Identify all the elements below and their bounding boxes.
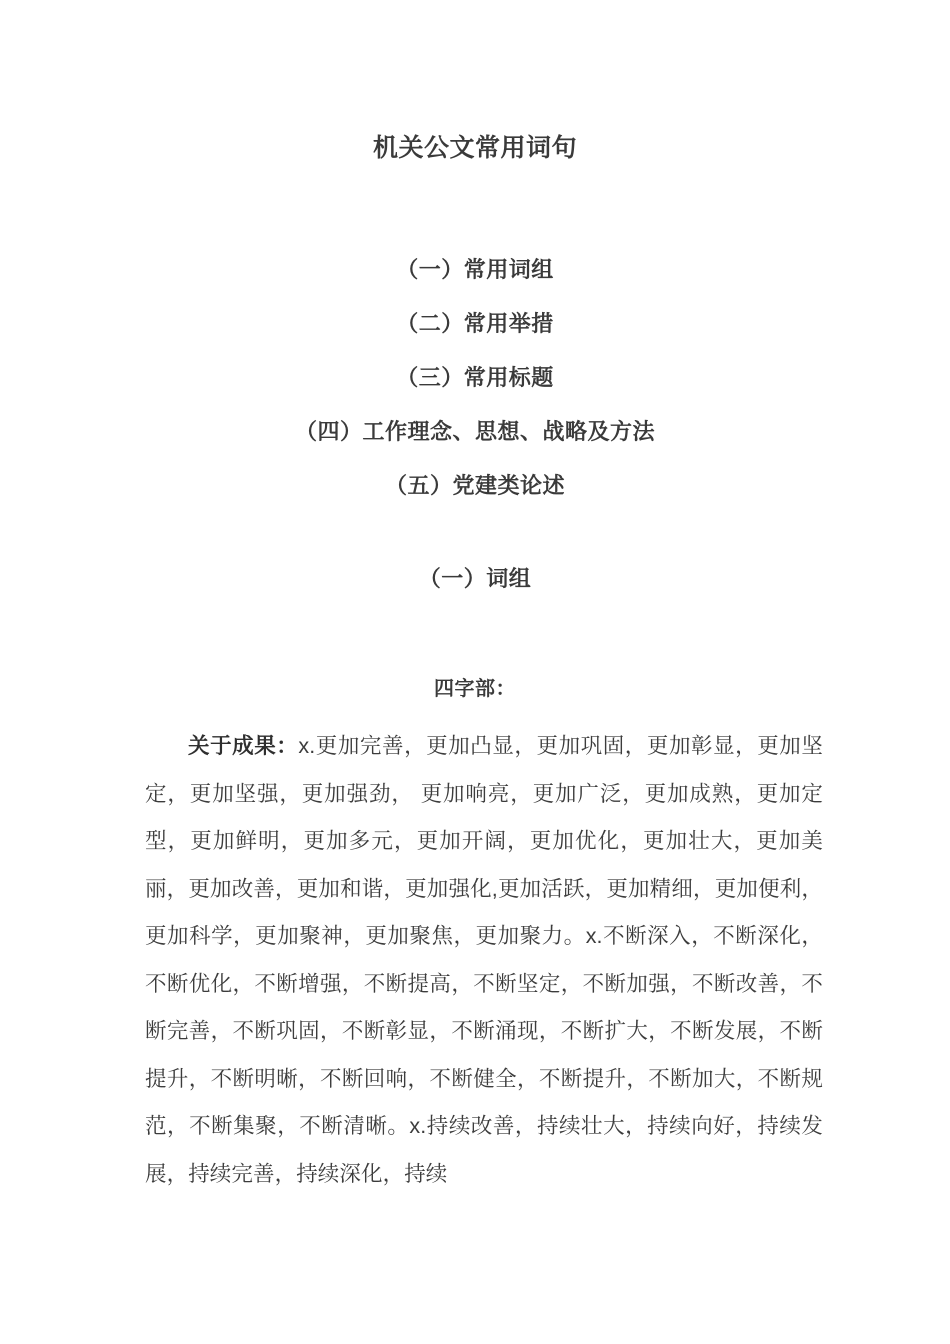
sub-heading: 四字部： <box>434 678 516 700</box>
paragraph-text: x.更加完善，更加凸显，更加巩固，更加彰显，更加坚定，更加坚强，更加强劲， 更加响亮，更加广泛，更加成熟，更加定型，更加鲜明，更加多元，更加开阔，更加优化，更加壮大，更加美丽，更加改善，更加和谐，更加强化,更加活跃，更加精细，更加便利，更加科学，更加聚神，更加聚焦，更加聚力。x.不断深入，不断深化，不断优化，不断增强，不断提高，不断坚定，不断加强，不断改善，不断完善，不断巩固，不断彰显，不断涌现，不断扩大，不断发展，不断提升，不断明晰，不断回响，不断健全，不断提升，不断加大，不断规范，不断集聚，不断清晰。x.持续改善，持续壮大，持续向好，持续发展，持续完善，持续深化，持续 <box>145 734 823 1186</box>
table-of-contents <box>0 243 950 513</box>
toc-item-2[interactable]: （二）常用举措 <box>396 311 554 336</box>
section-heading: （一）词组 <box>418 566 532 591</box>
toc-item-3[interactable]: （三）常用标题 <box>396 365 554 390</box>
toc-item-4[interactable]: （四）工作理念、思想、战略及方法 <box>294 419 655 444</box>
toc-item-1[interactable]: （一）常用词组 <box>396 257 554 282</box>
toc-item-5[interactable]: （五）党建类论述 <box>384 473 565 498</box>
paragraph-about-results <box>145 723 823 1198</box>
body-content <box>145 723 823 1198</box>
paragraph-lead-label: 关于成果： <box>188 734 299 758</box>
page-title: 机关公文常用词句 <box>372 134 577 162</box>
